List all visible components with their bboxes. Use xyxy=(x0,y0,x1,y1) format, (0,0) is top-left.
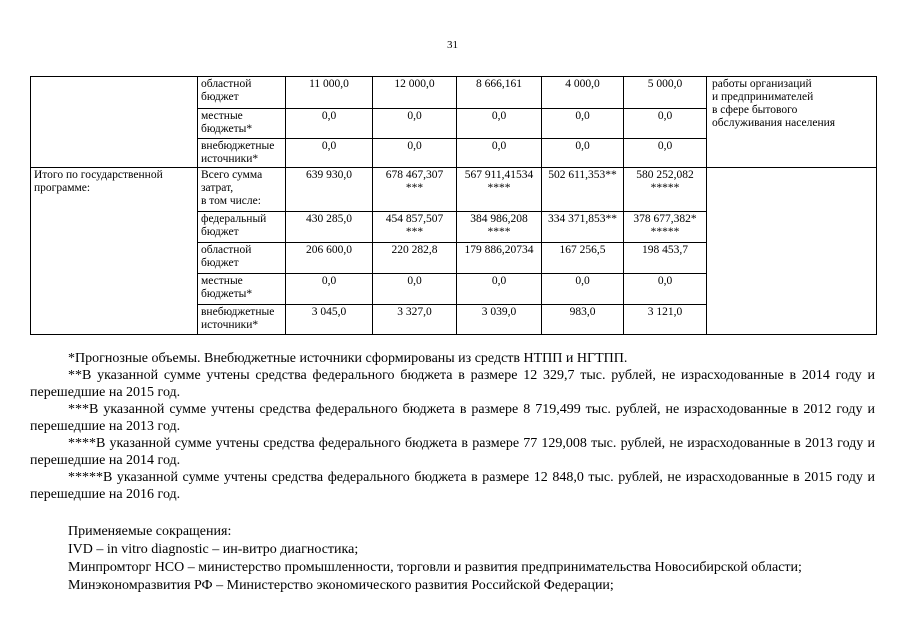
value: **** xyxy=(487,182,511,194)
funding-source-label: Всего сумма xyxy=(201,169,263,181)
value-cell xyxy=(624,139,707,168)
value-cell xyxy=(286,109,373,139)
value-cell xyxy=(542,168,624,212)
value: 8 666,161 xyxy=(476,78,522,90)
program-total-label: Итого по государственной xyxy=(34,169,163,181)
value: 5 000,0 xyxy=(647,78,683,90)
funding-source-label: источники* xyxy=(201,319,259,331)
value: *** xyxy=(405,226,424,238)
value-cell xyxy=(373,109,457,139)
footnote: ***В указанной сумме учтены средства федерального бюджета в размере 8 719,499 тыс. рублей, не израсходованные в 2012 году и перешедшие на 2013 год. xyxy=(30,402,875,434)
value-cell xyxy=(373,243,457,274)
value: 378 677,382* xyxy=(633,213,697,225)
value: 179 886,20734 xyxy=(464,244,534,256)
value: 0,0 xyxy=(321,275,337,287)
value: 334 371,853** xyxy=(548,213,617,225)
value-cell xyxy=(286,305,373,335)
value: 639 930,0 xyxy=(306,169,352,181)
funding-source-label: областной xyxy=(201,244,252,256)
value: 0,0 xyxy=(657,275,673,287)
funding-source-label: источники* xyxy=(201,153,259,165)
value: *** xyxy=(405,182,424,194)
value-cell xyxy=(624,274,707,305)
value: 0,0 xyxy=(491,275,507,287)
value-cell xyxy=(286,274,373,305)
value: 567 911,41534 xyxy=(464,169,534,181)
value: 0,0 xyxy=(575,110,590,122)
value-cell xyxy=(542,274,624,305)
value-cell xyxy=(373,168,457,212)
value: 580 252,082 xyxy=(636,169,694,181)
funding-source-cell xyxy=(198,305,286,335)
value: 206 600,0 xyxy=(306,244,352,256)
footnotes xyxy=(30,350,875,503)
value: 0,0 xyxy=(491,140,507,152)
value: 3 039,0 xyxy=(481,306,517,318)
value-cell xyxy=(457,212,542,243)
value: 983,0 xyxy=(569,306,596,318)
value-cell xyxy=(457,109,542,139)
description-line: работы организаций xyxy=(712,78,812,90)
value-cell xyxy=(373,305,457,335)
funding-source-cell xyxy=(198,274,286,305)
funding-source-cell xyxy=(198,77,286,109)
value-cell xyxy=(373,139,457,168)
value: 198 453,7 xyxy=(642,244,688,256)
funding-source-label: в том числе: xyxy=(201,195,261,207)
funding-source-label: местные xyxy=(201,275,243,287)
funding-source-label: внебюджетные xyxy=(201,140,275,152)
page-number: 31 xyxy=(447,39,458,51)
description-cell xyxy=(707,168,877,335)
footnote: *Прогнозные объемы. Внебюджетные источники сформированы из средств НТПП и НГТПП. xyxy=(68,351,628,366)
table-row xyxy=(31,168,877,212)
value: 220 282,8 xyxy=(391,244,438,256)
funding-source-label: бюджеты* xyxy=(201,288,253,300)
value-cell xyxy=(286,139,373,168)
value: 0,0 xyxy=(407,110,422,122)
value-cell xyxy=(542,305,624,335)
abbreviation-item: IVD – in vitro diagnostic – ин-витро диагностика; xyxy=(68,542,359,557)
value-cell xyxy=(286,243,373,274)
description-line: обслуживания населения xyxy=(712,117,836,129)
value: 4 000,0 xyxy=(565,78,600,90)
footnote: *****В указанной сумме учтены средства федерального бюджета в размере 12 848,0 тыс. рублей, не израсходованные в 2015 году и перешедшие на 2016 год. xyxy=(30,470,875,502)
value-cell xyxy=(624,243,707,274)
value-cell xyxy=(457,139,542,168)
value-cell xyxy=(542,77,624,109)
value: ***** xyxy=(650,182,680,194)
value: **** xyxy=(487,226,511,238)
funding-source-label: бюджет xyxy=(201,257,239,269)
footnote: ****В указанной сумме учтены средства федерального бюджета в размере 77 129,008 тыс. рублей, не израсходованные в 2013 году и перешедшие на 2014 год. xyxy=(30,436,875,468)
value: 384 986,208 xyxy=(470,213,528,225)
value: 430 285,0 xyxy=(306,213,352,225)
value-cell xyxy=(286,168,373,212)
funding-source-cell xyxy=(198,212,286,243)
value-cell xyxy=(542,243,624,274)
funding-source-label: затрат, xyxy=(201,182,234,194)
value: 0,0 xyxy=(657,140,673,152)
value-cell xyxy=(624,77,707,109)
value: 12 000,0 xyxy=(394,78,435,90)
value-cell xyxy=(542,212,624,243)
funding-source-cell xyxy=(198,139,286,168)
funding-source-label: бюджет xyxy=(201,226,239,238)
value-cell xyxy=(542,139,624,168)
funding-source-label: внебюджетные xyxy=(201,306,275,318)
value-cell xyxy=(373,77,457,109)
value: 11 000,0 xyxy=(309,78,349,90)
value-cell xyxy=(457,168,542,212)
funding-source-cell xyxy=(198,168,286,212)
value: ***** xyxy=(650,226,680,238)
value-cell xyxy=(457,274,542,305)
value: 167 256,5 xyxy=(559,244,606,256)
value: 0,0 xyxy=(575,140,590,152)
abbreviations xyxy=(30,523,880,595)
funding-source-label: бюджеты* xyxy=(201,123,253,135)
value: 3 327,0 xyxy=(397,306,432,318)
value: 502 611,353** xyxy=(548,169,617,181)
funding-source-label: областной xyxy=(201,78,252,90)
abbreviation-item: Минпромторг НСО – министерство промышленности, торговли и развития предпринимательства Новосибирской области; xyxy=(68,560,802,575)
footnote: **В указанной сумме учтены средства федерального бюджета в размере 12 329,7 тыс. рублей, не израсходованные в 2014 году и перешедшие на 2015 год. xyxy=(30,368,875,400)
value: 0,0 xyxy=(321,110,337,122)
abbreviation-item: Минэкономразвития РФ – Министерство экономического развития Российской Федерации; xyxy=(68,578,614,593)
value-cell xyxy=(542,109,624,139)
funding-source-cell xyxy=(198,243,286,274)
value: 3 121,0 xyxy=(647,306,683,318)
description-cell xyxy=(707,77,877,168)
value-cell xyxy=(373,212,457,243)
value: 0,0 xyxy=(491,110,507,122)
funding-source-label: федеральный xyxy=(201,213,267,225)
abbreviations-heading: Применяемые сокращения: xyxy=(68,524,232,539)
value-cell xyxy=(457,243,542,274)
value-cell xyxy=(286,212,373,243)
value: 0,0 xyxy=(407,140,422,152)
value: 0,0 xyxy=(407,275,422,287)
value-cell xyxy=(457,77,542,109)
description-line: и предпринимателей xyxy=(712,91,814,103)
funding-source-cell xyxy=(198,109,286,139)
funding-source-label: бюджет xyxy=(201,91,239,103)
value: 678 467,307 xyxy=(385,169,444,181)
table-row xyxy=(31,77,877,109)
value-cell xyxy=(457,305,542,335)
budget-table xyxy=(30,76,877,335)
program-total-label-cell xyxy=(31,168,198,335)
value-cell xyxy=(624,305,707,335)
value: 0,0 xyxy=(575,275,590,287)
description-line: в сфере бытового xyxy=(712,104,798,116)
value: 0,0 xyxy=(657,110,673,122)
value: 3 045,0 xyxy=(311,306,347,318)
value-cell xyxy=(286,77,373,109)
funding-source-label: местные xyxy=(201,110,243,122)
value: 454 857,507 xyxy=(385,213,444,225)
value: 0,0 xyxy=(321,140,337,152)
value-cell xyxy=(624,168,707,212)
value-cell xyxy=(373,274,457,305)
program-cell xyxy=(31,77,198,168)
value-cell xyxy=(624,212,707,243)
program-total-label: программе: xyxy=(34,182,91,194)
value-cell xyxy=(624,109,707,139)
